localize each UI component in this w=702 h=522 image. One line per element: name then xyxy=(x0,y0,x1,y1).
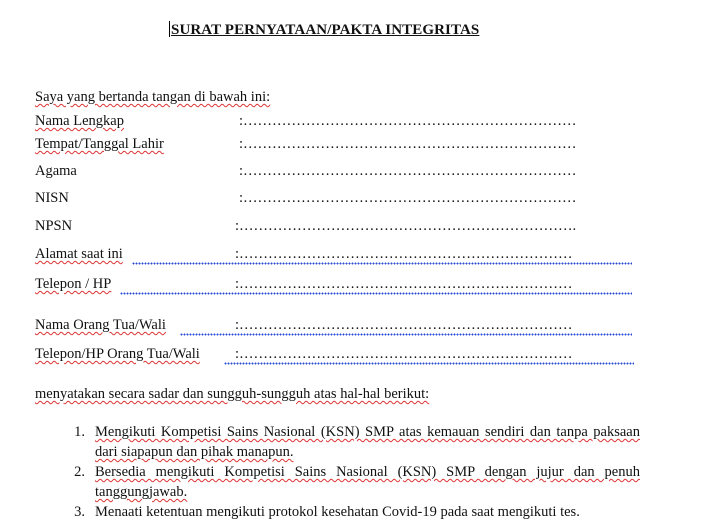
intro-text: Saya yang bertanda tangan di bawah ini: xyxy=(35,89,271,105)
field-label-alamat: Alamat saat ini xyxy=(35,246,123,262)
list-number: 1. xyxy=(74,424,85,440)
field-value-telepon[interactable]: :…………………………………………………………… xyxy=(235,276,573,292)
field-value-telp-ortu[interactable]: :…………………………………………………………… xyxy=(235,346,573,362)
text-cursor xyxy=(169,21,170,37)
title-text: SURAT PERNYATAAN/PAKTA INTEGRITAS xyxy=(171,22,480,38)
list-number: 3. xyxy=(74,504,85,520)
list-number: 2. xyxy=(74,464,85,480)
field-value-agama[interactable]: :…………………………………………………………… xyxy=(239,163,577,179)
list-item xyxy=(35,422,640,462)
field-value-ortu[interactable]: :…………………………………………………………… xyxy=(235,317,573,333)
statement-list xyxy=(35,422,640,522)
grammar-underline xyxy=(224,362,634,365)
field-label-nisn: NISN xyxy=(35,190,69,206)
field-label-telp-ortu: Telepon/HP Orang Tua/Wali xyxy=(35,346,200,362)
field-value-nama[interactable]: :…………………………………………………………… xyxy=(239,113,577,129)
list-item xyxy=(35,502,640,522)
list-text: Bersedia mengikuti Kompetisi Sains Nasional (KSN) SMP dengan jujur dan penuh tanggungjawab. xyxy=(95,464,640,500)
field-label-ortu: Nama Orang Tua/Wali xyxy=(35,317,166,333)
field-label-telepon: Telepon / HP xyxy=(35,276,112,292)
field-label-agama: Agama xyxy=(35,163,77,179)
field-value-alamat[interactable]: :…………………………………………………………… xyxy=(235,246,573,262)
document-title xyxy=(169,21,479,39)
field-value-ttl[interactable]: :…………………………………………………………… xyxy=(239,136,577,152)
grammar-underline xyxy=(132,262,632,265)
statement-text: menyatakan secara sadar dan sungguh-sungguh atas hal-hal berikut: xyxy=(35,386,430,402)
list-item xyxy=(35,462,640,502)
list-text: Menaati ketentuan mengikuti protokol kesehatan Covid-19 pada saat mengikuti tes. xyxy=(95,504,580,520)
field-label-ttl: Tempat/Tanggal Lahir xyxy=(35,136,164,152)
list-text: Mengikuti Kompetisi Sains Nasional (KSN) SMP atas kemauan sendiri dan tanpa paksaan dari siapapun dan pihak manapun. xyxy=(95,424,640,460)
field-label-npsn: NPSN xyxy=(35,218,73,234)
grammar-underline xyxy=(120,292,632,295)
grammar-underline xyxy=(180,333,632,336)
field-label-nama: Nama Lengkap xyxy=(35,113,124,129)
field-value-npsn[interactable]: :……………………………………………………………. xyxy=(235,218,577,234)
field-value-nisn[interactable]: :…………………………………………………………… xyxy=(239,190,577,206)
